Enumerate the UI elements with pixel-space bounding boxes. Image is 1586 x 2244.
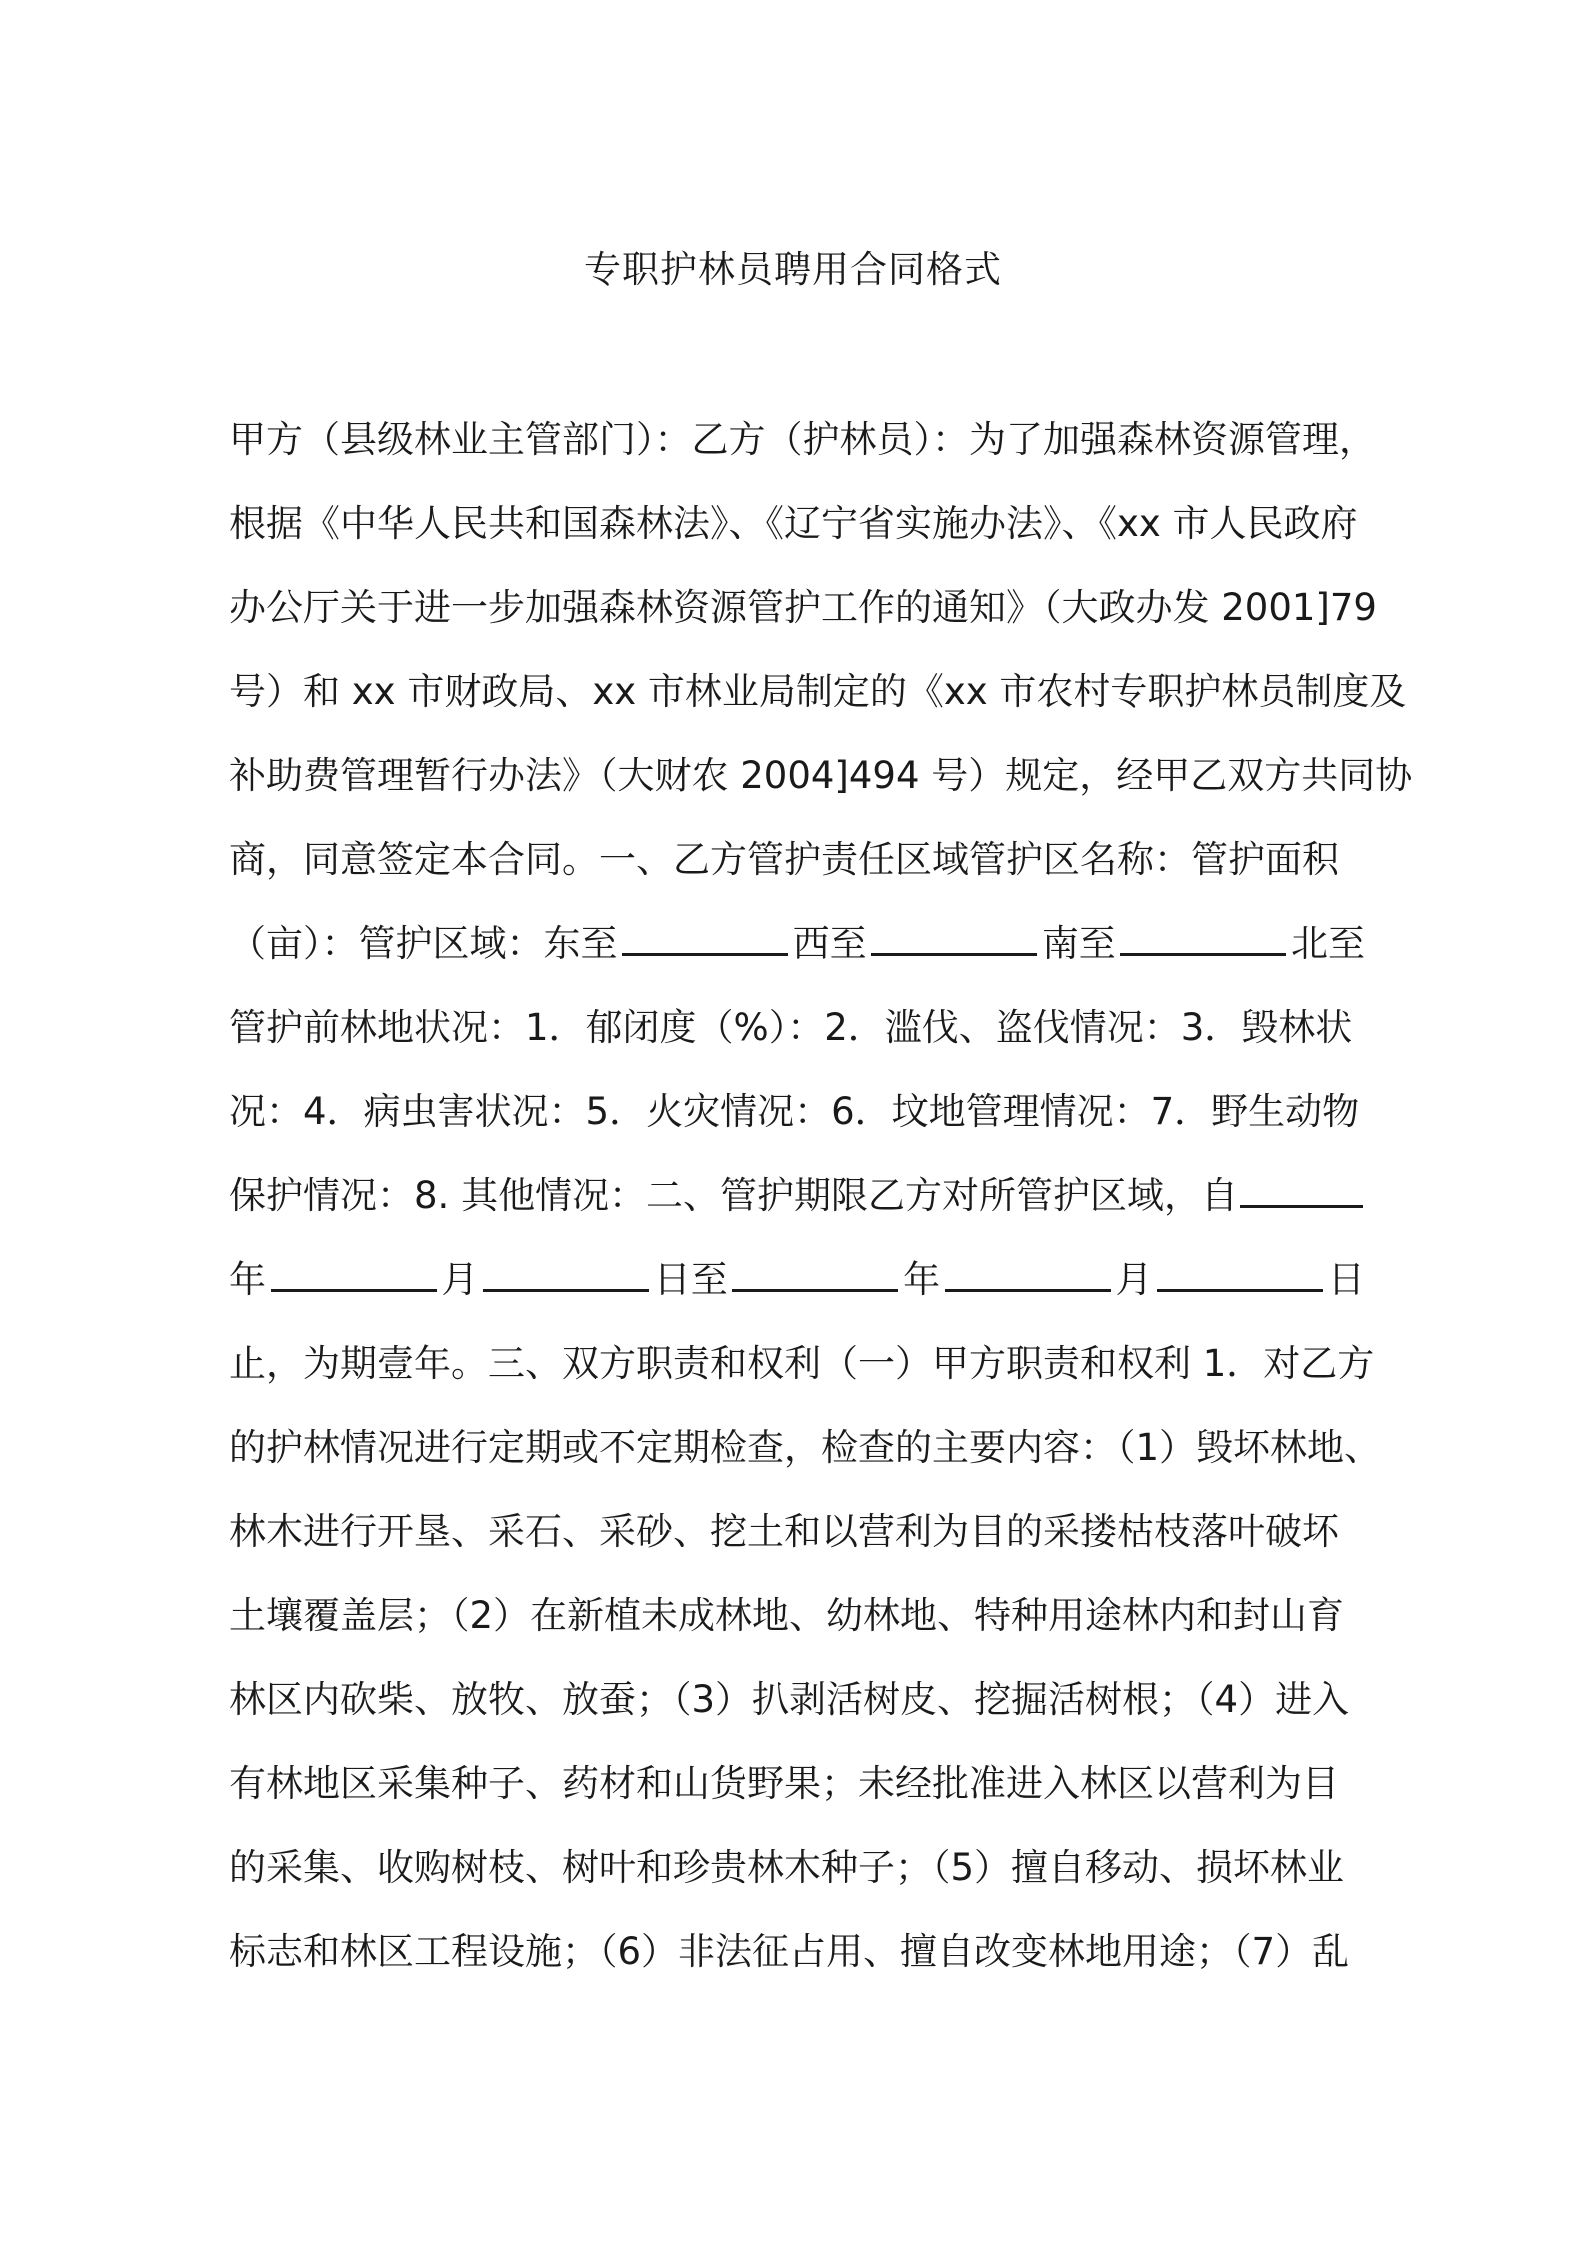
text-line <box>229 650 1407 734</box>
text-line <box>229 566 1377 650</box>
text-segment: 补助费管理暂行办法》（大财农 2004]494 号）规定，经甲乙双方共同协 <box>229 754 1413 797</box>
text-segment: 商，同意签定本合同。一、乙方管护责任区域管护区名称：管护面积 <box>229 838 1339 881</box>
text-segment: 标志和林区工程设施；（6）非法征占用、擅自改变林地用途；（7）乱 <box>229 1930 1350 1973</box>
fill-in-blank[interactable] <box>945 1255 1111 1292</box>
text-segment: 南至 <box>1041 922 1116 965</box>
text-line <box>229 1910 1365 1994</box>
text-line <box>229 1490 1365 1574</box>
text-line <box>229 1238 1365 1322</box>
text-segment: 林木进行开垦、采石、采砂、挖土和以营利为目的采搂枯枝落叶破坏 <box>229 1510 1339 1553</box>
fill-in-blank[interactable] <box>1240 1171 1363 1208</box>
text-segment: 日至 <box>653 1258 728 1301</box>
fill-in-blank[interactable] <box>1120 919 1286 956</box>
text-line <box>229 1658 1365 1742</box>
text-segment: 日 <box>1327 1258 1365 1301</box>
text-segment: 土壤覆盖层；（2）在新植未成林地、幼林地、特种用途林内和封山育 <box>229 1594 1345 1637</box>
text-segment: 月 <box>1115 1258 1153 1301</box>
text-segment: 根据《中华人民共和国森林法》、《辽宁省实施办法》、《xx 市人民政府 <box>229 502 1358 545</box>
text-line <box>229 902 1365 986</box>
fill-in-blank[interactable] <box>871 919 1037 956</box>
text-segment: （亩）：管护区域：东至 <box>229 922 618 965</box>
text-line <box>229 398 1376 482</box>
fill-in-blank[interactable] <box>271 1255 437 1292</box>
text-line <box>229 818 1365 902</box>
text-segment: 号）和 xx 市财政局、xx 市林业局制定的《xx 市农村专职护林员制度及 <box>229 670 1407 713</box>
text-line <box>229 1742 1365 1826</box>
text-segment: 的护林情况进行定期或不定期检查，检查的主要内容：（1）毁坏林地、 <box>229 1426 1382 1469</box>
document-body <box>229 398 1413 1994</box>
text-line <box>229 1154 1365 1238</box>
document-title: 专职护林员聘用合同格式 <box>584 248 1002 291</box>
text-segment: 年 <box>229 1258 266 1301</box>
fill-in-blank[interactable] <box>483 1255 649 1292</box>
text-segment: 保护情况：8. 其他情况：二、管护期限乙方对所管护区域，自 <box>229 1174 1239 1217</box>
text-segment: 管护前林地状况：1．郁闭度（%）：2．滥伐、盗伐情况：3．毁林状 <box>229 1006 1353 1049</box>
text-segment: 林区内砍柴、放牧、放蚕；（3）扒剥活树皮、挖掘活树根；（4）进入 <box>229 1678 1350 1721</box>
text-segment: 止，为期壹年。三、双方职责和权利（一）甲方职责和权利 1．对乙方 <box>229 1342 1375 1385</box>
text-segment: 年 <box>903 1258 941 1301</box>
fill-in-blank[interactable] <box>622 919 788 956</box>
text-line <box>229 986 1365 1070</box>
text-line <box>229 1406 1382 1490</box>
text-segment: 的采集、收购树枝、树叶和珍贵林木种子；（5）擅自移动、损坏林业 <box>229 1846 1345 1889</box>
text-line <box>229 734 1413 818</box>
text-line <box>229 1826 1365 1910</box>
fill-in-blank[interactable] <box>1157 1255 1323 1292</box>
text-line <box>229 1322 1375 1406</box>
text-line <box>229 1574 1365 1658</box>
text-line <box>229 482 1365 566</box>
fill-in-blank[interactable] <box>732 1255 898 1292</box>
text-line <box>229 1070 1365 1154</box>
text-segment: 西至 <box>792 922 867 965</box>
text-segment: 办公厅关于进一步加强森林资源管护工作的通知》（大政办发 2001]79 <box>229 586 1377 629</box>
text-segment: 况：4．病虫害状况：5．火灾情况：6．坟地管理情况：7．野生动物 <box>229 1090 1360 1133</box>
text-segment: 甲方（县级林业主管部门）：乙方（护林员）：为了加强森林资源管理， <box>229 418 1376 461</box>
text-segment: 有林地区采集种子、药材和山货野果；未经批准进入林区以营利为目 <box>229 1762 1339 1805</box>
text-segment: 北至 <box>1290 922 1365 965</box>
text-segment: 月 <box>441 1258 479 1301</box>
